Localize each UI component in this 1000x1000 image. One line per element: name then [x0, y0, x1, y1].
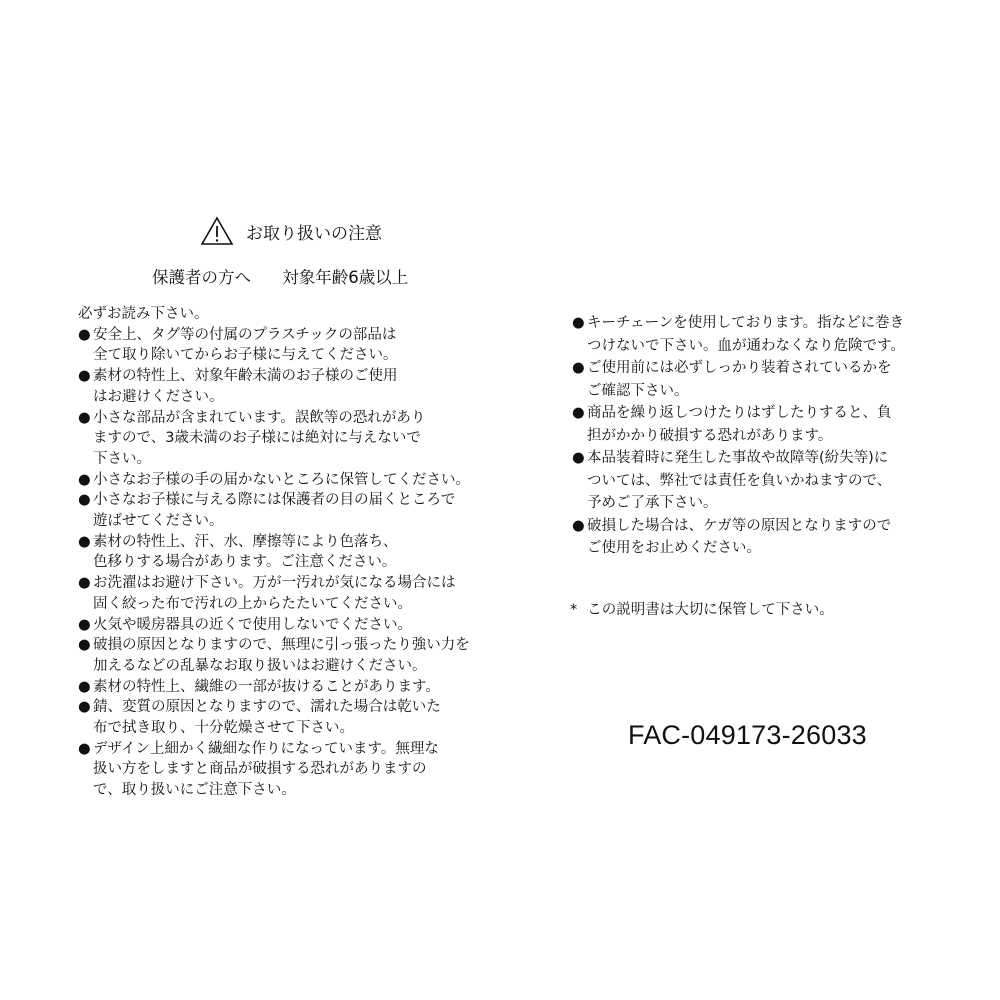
caution-text: 全て取り除いてからお子様に与えてください。	[93, 347, 398, 364]
caution-item-first-line	[78, 677, 498, 698]
bullet-icon: ●	[78, 740, 91, 757]
caution-item	[572, 515, 952, 560]
caution-text: ついては、弊社では責任を負いかねますので、	[587, 472, 892, 489]
caution-item-first-line	[78, 739, 498, 760]
caution-text: 下さい。	[93, 450, 151, 467]
intro-text: 必ずお読み下さい。	[78, 306, 209, 322]
caution-item-first-line	[78, 408, 498, 429]
caution-item	[572, 402, 952, 447]
caution-item-first-line	[78, 697, 498, 718]
caution-title: お取り扱いの注意	[246, 223, 382, 244]
caution-item-first-line	[572, 357, 952, 380]
bullet-icon: ●	[572, 315, 585, 331]
caution-item-first-line	[78, 532, 498, 553]
caution-text: 小さなお子様の手の届かないところに保管してください。	[93, 471, 470, 488]
caution-text: ご使用前には必ずしっかり装着されているかを	[587, 360, 892, 376]
caution-item	[78, 697, 498, 738]
caution-heading	[200, 214, 500, 248]
caution-text: 扱い方をしますと商品が破損する恐れがありますの	[93, 761, 427, 778]
caution-text: 素材の特性上、汗、水、摩擦等により色落ち、	[93, 533, 398, 550]
caution-item	[572, 357, 952, 402]
caution-text: ご使用をお止めください。	[587, 540, 761, 556]
caution-item-first-line	[78, 325, 498, 346]
caution-item-first-line	[78, 470, 498, 491]
bullet-icon: ●	[78, 699, 91, 716]
left-caution-list	[78, 304, 498, 801]
caution-item	[78, 573, 498, 614]
warning-triangle-icon	[200, 216, 234, 246]
caution-text: つけないで下さい。血が通わなくなり危険です。	[587, 337, 905, 354]
caution-text: お洗濯はお避け下さい。万が一汚れが気になる場合には	[93, 575, 456, 592]
bullet-icon: ●	[78, 492, 91, 509]
bullet-icon: ●	[78, 368, 91, 385]
caution-item-first-line	[78, 490, 498, 511]
caution-item	[78, 470, 498, 491]
caution-text: 本品装着時に発生した事故や故障等(紛失等)に	[587, 450, 889, 466]
caution-text: 素材の特性上、対象年齢未満のお子様のご使用	[93, 368, 398, 385]
caution-text: 火気や暖房器具の近くで使用しないでください。	[93, 616, 412, 633]
caution-item-first-line	[78, 573, 498, 594]
bullet-icon: ●	[572, 450, 585, 466]
caution-text: 固く絞った布で汚れの上からたたいてください。	[93, 595, 412, 612]
bullet-icon: ●	[572, 405, 585, 421]
bullet-icon: ●	[78, 409, 91, 426]
bullet-icon: ●	[78, 326, 91, 343]
caution-item	[78, 615, 498, 636]
product-code: FAC-049173-26033	[628, 720, 867, 750]
caution-item	[78, 325, 498, 366]
keep-manual-note	[570, 598, 834, 619]
note-text: この説明書は大切に保管して下さい。	[587, 602, 834, 618]
right-caution-list	[572, 312, 952, 560]
caution-item	[78, 490, 498, 531]
caution-item	[78, 366, 498, 407]
caution-text: 布で拭き取り、十分乾燥させて下さい。	[93, 720, 354, 737]
caution-text: 破損した場合は、ケガ等の原因となりますので	[587, 517, 892, 534]
caution-text: 担がかかり破損する恐れがあります。	[587, 427, 833, 444]
age-target-label: 対象年齢6歳以上	[282, 268, 409, 287]
caution-item-first-line	[78, 366, 498, 387]
caution-item	[78, 408, 498, 470]
caution-item-first-line	[78, 635, 498, 656]
caution-text: 安全上、タグ等の付属のプラスチックの部品は	[93, 326, 397, 343]
caution-item-first-line	[572, 312, 952, 335]
caution-item	[78, 739, 498, 801]
caution-item-first-line	[572, 447, 952, 470]
caution-text: で、取り扱いにご注意下さい。	[93, 782, 296, 799]
bullet-icon: ●	[78, 533, 91, 550]
note-asterisk: *	[570, 602, 578, 618]
guardian-label: 保護者の方へ	[152, 268, 251, 287]
caution-item	[572, 312, 952, 357]
bullet-icon: ●	[78, 471, 91, 488]
caution-item	[78, 532, 498, 573]
bullet-icon: ●	[78, 678, 91, 695]
audience-line	[152, 264, 512, 288]
caution-text: 錆、変質の原因となりますので、濡れた場合は乾いた	[93, 699, 441, 716]
bullet-icon: ●	[572, 360, 585, 376]
bullet-icon: ●	[78, 616, 91, 633]
caution-text: 予めご了承下さい。	[587, 495, 718, 511]
caution-text: キーチェーンを使用しております。指などに巻き	[587, 315, 905, 331]
caution-item-first-line	[572, 515, 952, 538]
caution-text: 破損の原因となりますので、無理に引っ張ったり強い力を	[93, 637, 470, 654]
caution-text: 小さなお子様に与える際には保護者の目の届くところで	[93, 492, 456, 509]
caution-text: 加えるなどの乱暴なお取り扱いはお避けください。	[93, 657, 427, 674]
caution-text: 遊ばせてください。	[93, 513, 224, 530]
caution-item-first-line	[572, 402, 952, 425]
caution-text: デザイン上細かく繊細な作りになっています。無理な	[93, 740, 439, 757]
bullet-icon: ●	[78, 637, 91, 654]
caution-item	[78, 635, 498, 676]
caution-text: ますので、3歳未満のお子様には絶対に与えないで	[93, 430, 421, 447]
caution-text: 素材の特性上、繊維の一部が抜けることがあります。	[93, 678, 440, 695]
caution-text: 色移りする場合があります。ご注意ください。	[93, 554, 397, 571]
caution-text: 商品を繰り返しつけたりはずしたりすると、負	[587, 405, 892, 421]
caution-item	[78, 677, 498, 698]
bullet-icon: ●	[78, 575, 91, 592]
caution-item	[572, 447, 952, 515]
caution-item-first-line	[78, 615, 498, 636]
caution-text: 小さな部品が含まれています。誤飲等の恐れがあり	[93, 409, 426, 426]
caution-text: ご確認下さい。	[587, 382, 689, 399]
caution-text: はお避けください。	[93, 388, 224, 405]
bullet-icon: ●	[572, 517, 585, 534]
